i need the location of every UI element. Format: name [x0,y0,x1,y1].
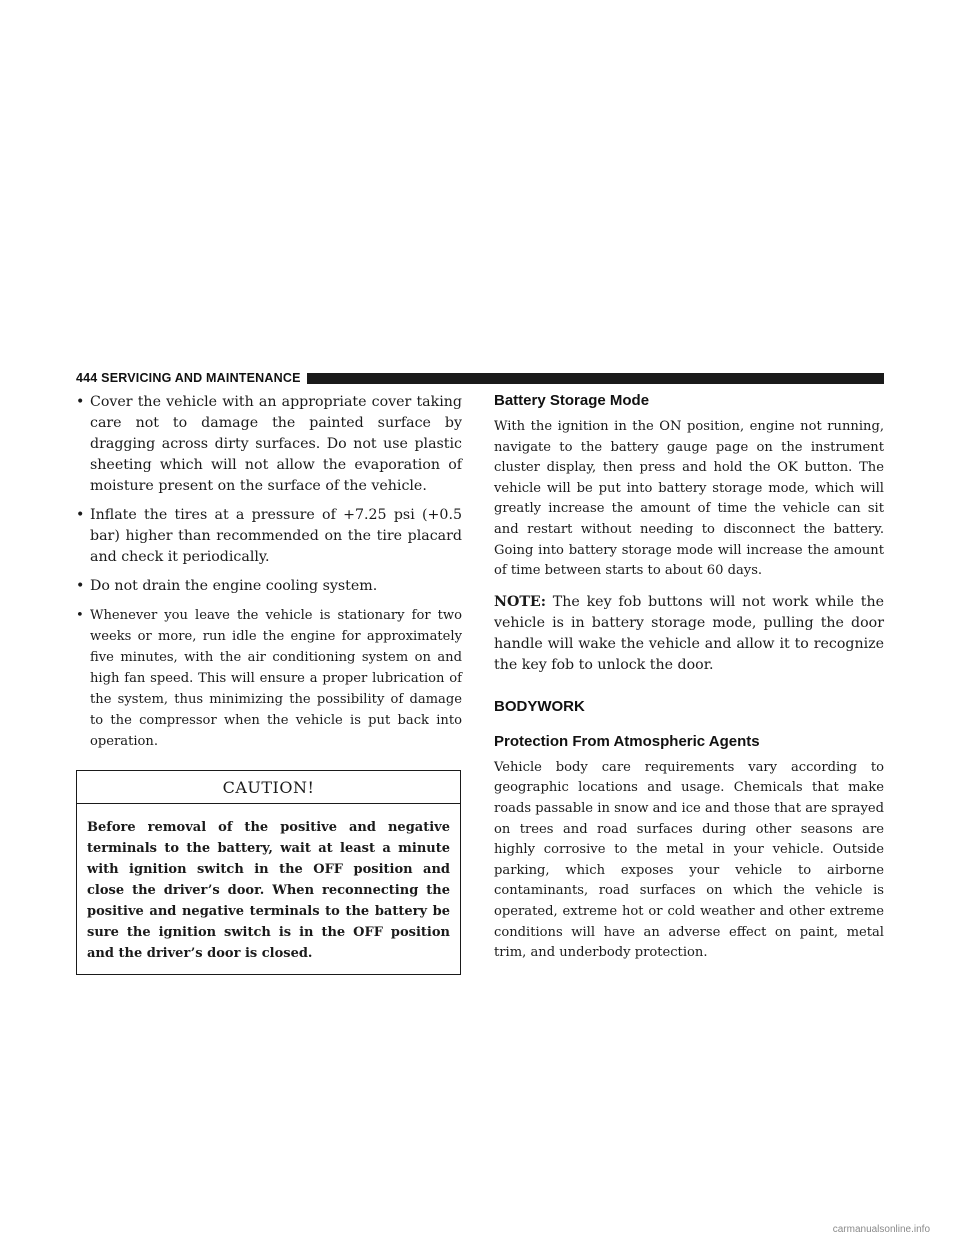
section-title: SERVICING AND MAINTENANCE [101,371,301,385]
left-column [76,392,462,975]
list-item: • Do not drain the engine cooling system. [76,576,462,597]
caution-title: CAUTION! [77,771,460,804]
storage-bullet-list [76,392,462,752]
caution-box [76,770,461,975]
battery-storage-body: With the ignition in the ON position, engine not running, navigate to the battery gauge page on the instrument cluster display, then press and hold the OK button. The vehicle will be put into battery storage mode, which will greatly increase the amount of time the vehicle can sit and restart without needing to disconnect the battery. Going into battery storage mode will increase the amount of time between starts to about 60 days. [494,419,884,579]
right-column [494,392,884,974]
list-item: • Whenever you leave the vehicle is stationary for two weeks or more, run idle the engine for approximately five minutes, with the air conditioning system on and high fan speed. This will ensure a proper lubrication of the system, thus minimizing the possibility of damage to the compressor when the vehicle is put back into operation. [76,605,462,752]
atmospheric-agents-body: Vehicle body care requirements vary according to geographic locations and usage. Chemicals that make roads passable in snow and ice and those that are sprayed on trees and road surfaces during other seasons are highly corrosive to the metal in your vehicle. Outside parking, which exposes your vehicle to airborne contaminants, road surfaces on which the vehicle is operated, extreme hot or cold weather and other extreme conditions will have an adverse effect on paint, metal trim, and underbody protection. [494,759,884,961]
page-header-text [76,371,301,385]
battery-storage-heading: Battery Storage Mode [494,392,650,409]
list-item: • Inflate the tires at a pressure of +7.25 psi (+0.5 bar) higher than recommended on the tire placard and check it periodically. [76,505,462,568]
page-number: 444 [76,371,98,385]
bodywork-heading: BODYWORK [494,697,585,715]
page-header [76,370,884,386]
header-rule [307,373,884,384]
note-label: NOTE: [494,593,546,610]
note-text: The key fob buttons will not work while the vehicle is in battery storage mode, pulling the door handle will wake the vehicle and allow it to recognize the key fob to unlock the door. [494,593,884,673]
atmospheric-agents-heading: Protection From Atmospheric Agents [494,732,760,750]
watermark: carmanualsonline.info [832,1224,930,1235]
caution-body: Before removal of the positive and negative terminals to the battery, wait at least a minute with ignition switch in the OFF position and close the driver’s door. When reconnecting the positive and negative terminals to the battery be sure the ignition switch is in the OFF position and the driver’s door is closed. [87,820,450,961]
battery-storage-note [494,592,884,676]
list-item: • Cover the vehicle with an appropriate cover taking care not to damage the painted surface by dragging across dirty surfaces. Do not use plastic sheeting which will not allow the evaporation of moisture present on the surface of the vehicle. [76,392,462,497]
